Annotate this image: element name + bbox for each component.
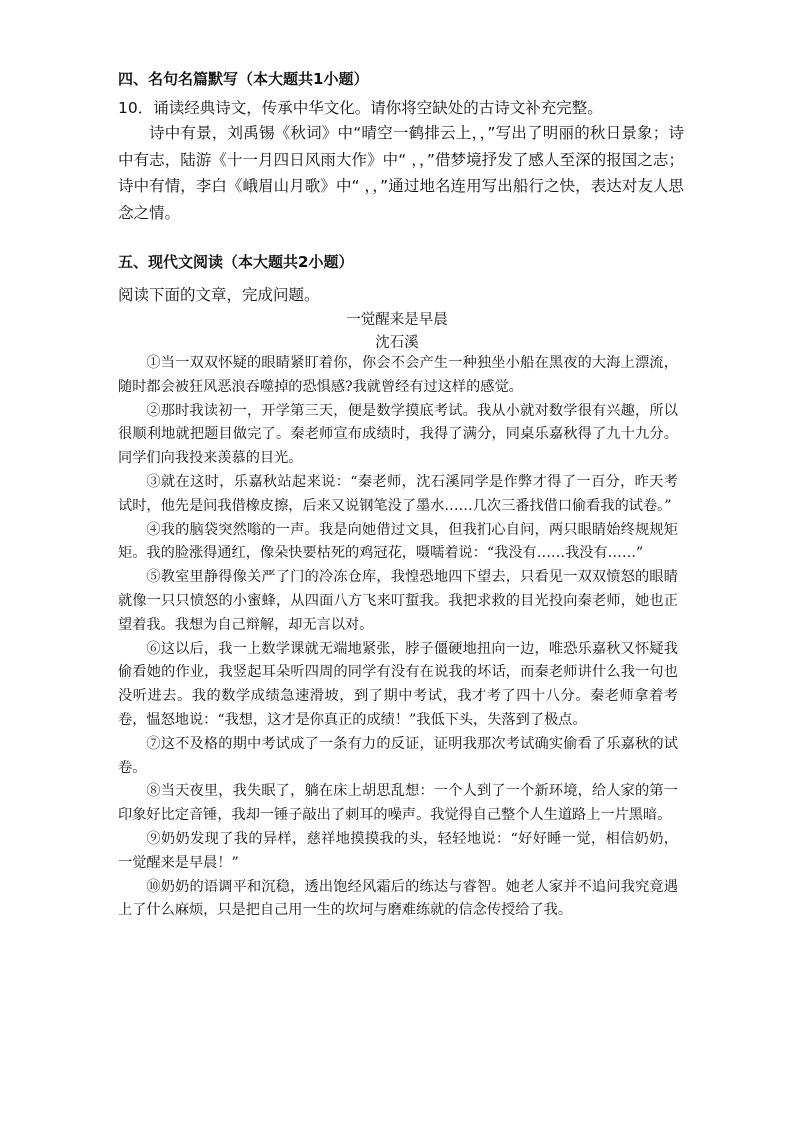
question-10-body: 诗中有景，刘禹锡《秋词》中“晴空一鹤排云上，，”写出了明丽的秋日景象；诗中有志，陆游《十一月四日风雨大作》中“ ，，”借梦境抒发了感人至深的报国之志；诗中有情，李白《峨眉山月歌》中“ ，，”通过地名连用写出船行之快，表达对友人思念之情。 (118, 124, 684, 222)
article-paragraph-4: ④我的脑袋突然嗡的一声。我是向她借过文具，但我扪心自问，两只眼睛始终规规矩矩。我的脸涨得通红，像朵快要枯死的鸡冠花，嗫嚅着说：“我没有……我没有……” (118, 521, 678, 562)
article-author: 沈石溪 (375, 335, 419, 351)
article-paragraph-9: ⑨奶奶发现了我的异样，慈祥地摸摸我的头，轻轻地说：“好好睡一觉，相信奶奶，一觉醒来是早晨！” (118, 830, 678, 871)
article-paragraph-5: ⑤教室里静得像关严了门的冷冻仓库，我惶恐地四下望去，只看见一双双愤怒的眼睛就像一只只愤怒的小蜜蜂，从四面八方飞来叮蜇我。我把求救的目光投向秦老师，她也正望着我。我想为自己辩解，却无言以对。 (118, 569, 678, 633)
article-paragraph-10: ⑩奶奶的语调平和沉稳，透出饱经风霜后的练达与睿智。她老人家并不追问我究竟遇上了什么麻烦，只是把自己用一生的坎坷与磨难练就的信念传授给了我。 (118, 878, 678, 919)
section4-title: 四、名句名篇默写（本大题共1小题） (118, 70, 369, 88)
article-paragraph-7: ⑦这不及格的期中考试成了一条有力的反证，证明我那次考试确实偷看了乐嘉秋的试卷。 (118, 735, 678, 776)
article-paragraph-3: ③就在这时，乐嘉秋站起来说：“秦老师，沈石溪同学是作弊才得了一百分，昨天考试时，他先是问我借橡皮擦，后来又说钢笔没了墨水……几次三番找借口偷看我的试卷。” (118, 473, 678, 514)
section5-title: 五、现代文阅读（本大题共2小题） (118, 253, 354, 271)
article-paragraph-6: ⑥这以后，我一上数学课就无端地紧张，脖子僵硬地扭向一边，唯恐乐嘉秋又怀疑我偷看她的作业，我竖起耳朵听四周的同学有没有在说我的坏话，而秦老师讲什么我一句也没听进去。我的数学成绩急速滑坡，到了期中考试，我才考了四十八分。秦老师拿着考卷，愠怒地说：“我想，这才是你真正的成绩！”我低下头，失落到了极点。 (118, 640, 678, 728)
article-title: 一觉醒来是早晨 (346, 312, 448, 328)
article-paragraph-1: ①当一双双怀疑的眼睛紧盯着你，你会不会产生一种独坐小船在黑夜的大海上漂流，随时都会被狂风恶浪吞噬掉的恐惧感?我就曾经有过这样的感觉。 (118, 355, 678, 395)
question-10-stem: 10．诵读经典诗文，传承中华文化。请你将空缺处的古诗文补充完整。 (118, 99, 603, 117)
article-paragraph-8: ⑧当天夜里，我失眠了，躺在床上胡思乱想：一个人到了一个新环境，给人家的第一印象好比定音锤，我却一锤子敲出了刺耳的噪声。我觉得自己整个人生道路上一片黑暗。 (118, 783, 678, 824)
article-paragraph-2: ②那时我读初一，开学第三天，便是数学摸底考试。我从小就对数学很有兴趣，所以很顺利地就把题目做完了。秦老师宣布成绩时，我得了满分，同桌乐嘉秋得了九十九分。同学们向我投来羡慕的目光。 (118, 402, 678, 467)
reading-intro: 阅读下面的文章，完成问题。 (118, 286, 320, 304)
article-body (118, 352, 678, 923)
